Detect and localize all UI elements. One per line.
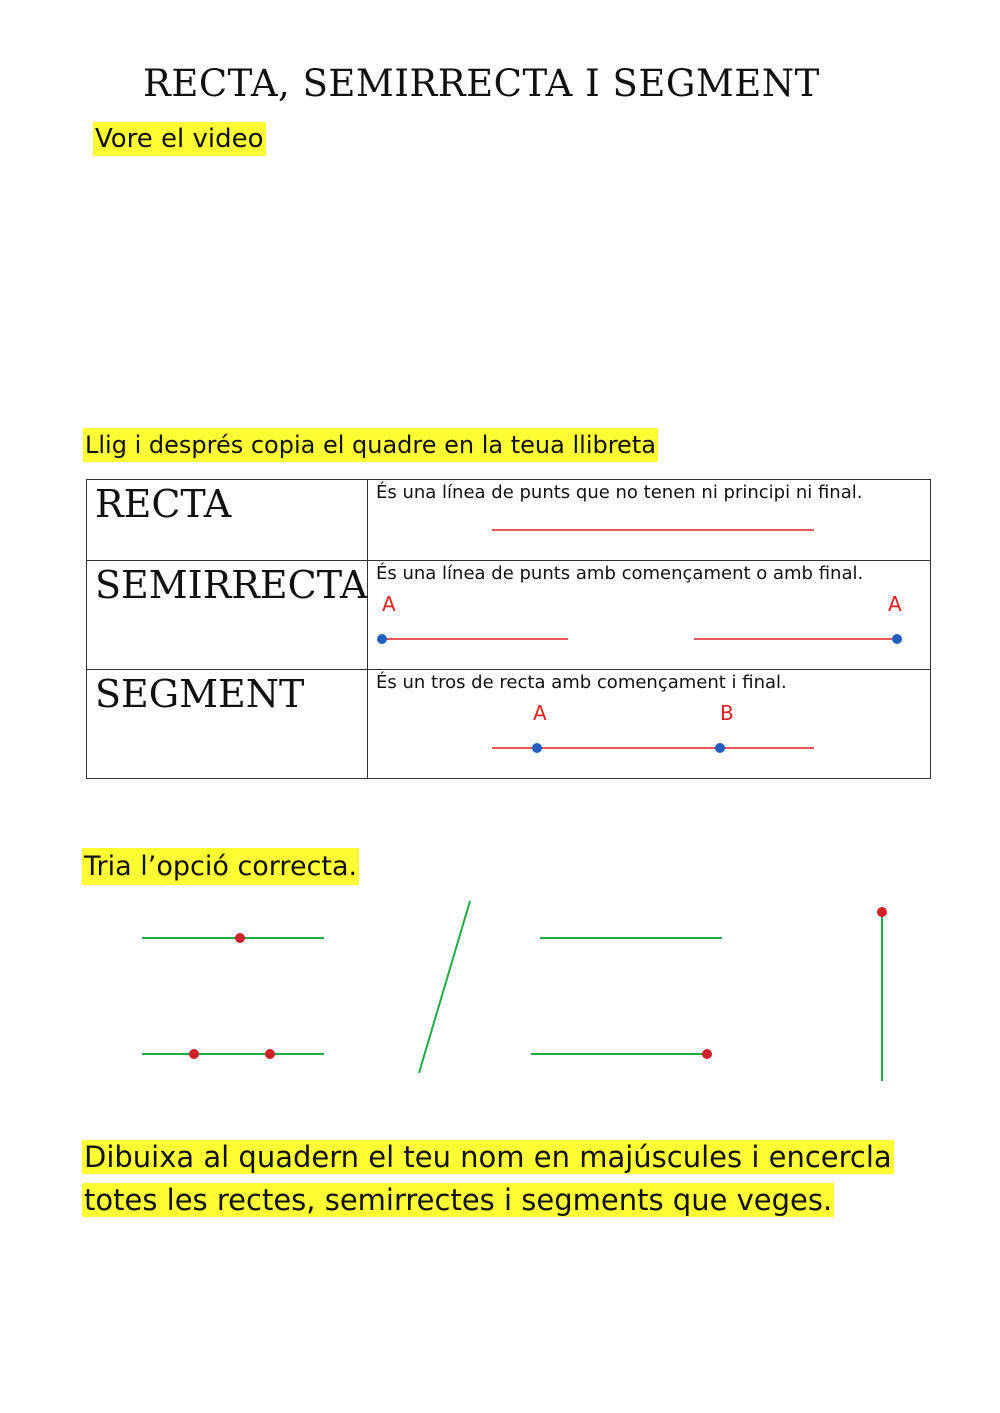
- definition-cell-semirrecta: [368, 561, 931, 670]
- segment-point-a: [532, 743, 542, 753]
- definition-semirrecta: És una línea de punts amb començament o amb final.: [376, 563, 864, 584]
- table-instruction: Llig i després copia el quadre en la teua llibreta: [83, 428, 658, 462]
- definition-cell-segment: [368, 670, 931, 779]
- video-prompt: Vore el video: [95, 124, 264, 154]
- option-line-5: [531, 1049, 712, 1059]
- table-row-recta: [87, 480, 931, 561]
- draw-instruction-line1: Dibuixa al quadern el teu nom en majúscules i encercla: [84, 1140, 892, 1174]
- segment-label-b: B: [720, 701, 734, 725]
- term-recta: RECTA: [87, 480, 368, 561]
- definitions-table: [86, 479, 931, 779]
- term-segment: SEGMENT: [87, 670, 368, 779]
- table-row-semirrecta: [87, 561, 931, 670]
- segment-diagram: [368, 670, 940, 779]
- term-semirrecta: SEMIRRECTA: [87, 561, 368, 670]
- semirrecta-point-right: [892, 634, 902, 644]
- semirrecta-label-left: A: [382, 592, 396, 616]
- page-title: RECTA, SEMIRRECTA I SEGMENT: [143, 62, 820, 105]
- segment-point-b: [715, 743, 725, 753]
- option-line-6: [877, 907, 887, 1081]
- definition-cell-recta: [368, 480, 931, 561]
- option-line-2: [142, 1049, 324, 1059]
- option-line-3: [419, 901, 470, 1073]
- recta-diagram: [368, 480, 940, 561]
- draw-instruction: [82, 1136, 912, 1222]
- definition-segment: És un tros de recta amb començament i final.: [376, 672, 787, 693]
- choose-instruction: Tria l’opció correcta.: [82, 848, 359, 885]
- table-row-segment: [87, 670, 931, 779]
- definition-recta: És una línea de punts que no tenen ni principi ni final.: [376, 482, 863, 503]
- semirrecta-label-right: A: [888, 592, 902, 616]
- draw-instruction-line2: totes les rectes, semirrectes i segments que veges.: [84, 1183, 833, 1217]
- semirrecta-diagram: [368, 561, 940, 670]
- semirrecta-point-left: [377, 634, 387, 644]
- option-line-1: [142, 933, 324, 943]
- segment-label-a: A: [533, 701, 547, 725]
